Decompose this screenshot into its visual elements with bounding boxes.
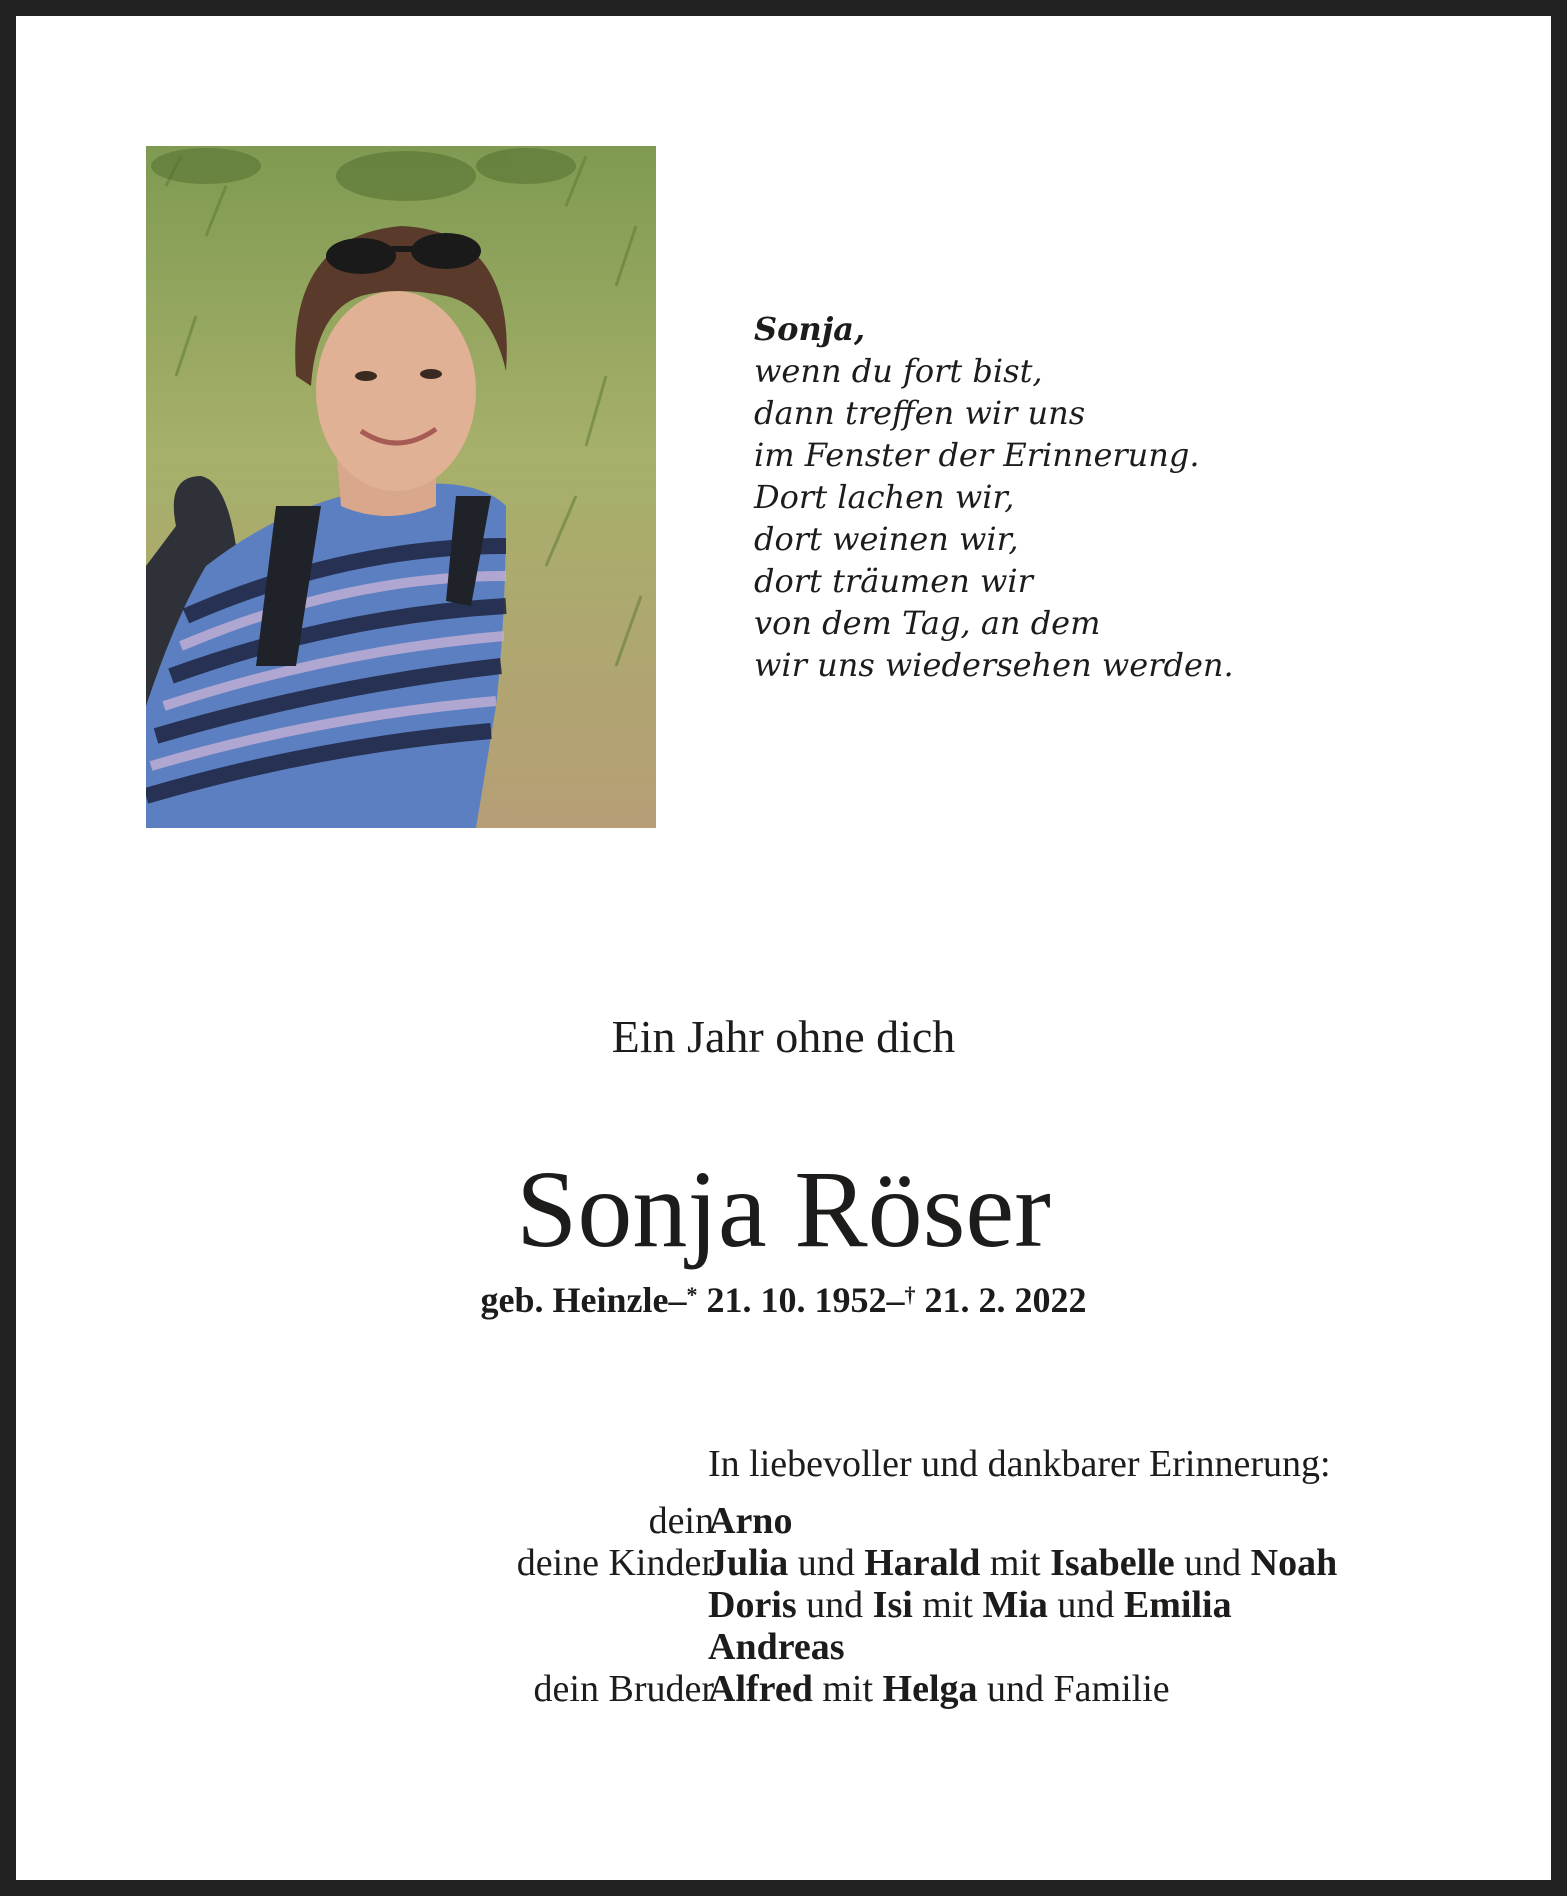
poem-line: Sonja,: [754, 310, 866, 348]
poem-line: dann treffen wir uns: [754, 394, 1086, 432]
mourner-name: Julia: [708, 1542, 789, 1584]
mourner-name: Andreas: [708, 1626, 845, 1668]
poem-line: dort träumen wir: [754, 562, 1033, 600]
mourner-row: [16, 1500, 1551, 1542]
mourner-relation: dein: [648, 1500, 714, 1542]
obituary-notice: [16, 16, 1551, 1880]
mourner-name: Noah: [1250, 1542, 1338, 1584]
connector-text: und: [796, 1584, 873, 1626]
separator-dash: –: [668, 1280, 687, 1320]
life-dates: [16, 1272, 1551, 1323]
anniversary-heading: Ein Jahr ohne dich: [611, 1011, 956, 1062]
poem-line: von dem Tag, an dem: [754, 604, 1101, 642]
mourner-row: [16, 1542, 1551, 1584]
connector-text: und: [1047, 1584, 1124, 1626]
mourner-name: Mia: [982, 1584, 1048, 1626]
memorial-poem: [754, 308, 1314, 686]
poem-line: im Fenster der Erinnerung.: [754, 436, 1200, 474]
connector-text: mit: [812, 1668, 883, 1710]
mourner-row: [16, 1626, 1551, 1668]
deceased-name: Sonja Röser: [516, 1148, 1051, 1270]
connector-text: und Familie: [977, 1668, 1170, 1710]
mourner-relation: deine Kinder: [516, 1542, 714, 1584]
poem-line: Dort lachen wir,: [754, 478, 1015, 516]
mourner-names: [708, 1584, 1232, 1626]
birth-symbol: *: [686, 1282, 698, 1307]
connector-text: mit: [980, 1542, 1051, 1584]
death-symbol: †: [904, 1282, 916, 1307]
mourner-relation: dein Bruder: [533, 1668, 714, 1710]
connector-text: und: [1174, 1542, 1251, 1584]
birth-date: 21. 10. 1952: [706, 1280, 887, 1320]
mourner-name: Isi: [872, 1584, 913, 1626]
mourner-row: [16, 1668, 1551, 1710]
connector-text: mit: [912, 1584, 983, 1626]
remembrance-intro: In liebevoller und dankbarer Erinnerung:: [708, 1443, 1331, 1485]
poem-line: dort weinen wir,: [754, 520, 1019, 558]
mourner-names: [708, 1542, 1337, 1584]
mourner-names: [708, 1668, 1170, 1710]
mourner-name: Doris: [708, 1584, 797, 1626]
death-date: 21. 2. 2022: [924, 1280, 1087, 1320]
connector-text: und: [788, 1542, 865, 1584]
mourner-names: [708, 1626, 845, 1668]
mourner-name: Helga: [882, 1668, 978, 1710]
poem-line: wir uns wiedersehen werden.: [754, 646, 1234, 684]
mourner-name: Harald: [864, 1542, 981, 1584]
maiden-name: geb. Heinzle: [480, 1280, 669, 1320]
mourner-name: Isabelle: [1050, 1542, 1175, 1584]
poem-line: wenn du fort bist,: [754, 352, 1043, 390]
mourner-name: Arno: [708, 1500, 793, 1542]
portrait-photo: [146, 146, 656, 828]
mourner-name: Alfred: [708, 1668, 813, 1710]
mourners-list: [16, 1500, 1551, 1710]
mourner-name: Emilia: [1123, 1584, 1232, 1626]
mourner-row: [16, 1584, 1551, 1626]
mourner-names: [708, 1500, 792, 1542]
separator-dash: –: [886, 1280, 905, 1320]
